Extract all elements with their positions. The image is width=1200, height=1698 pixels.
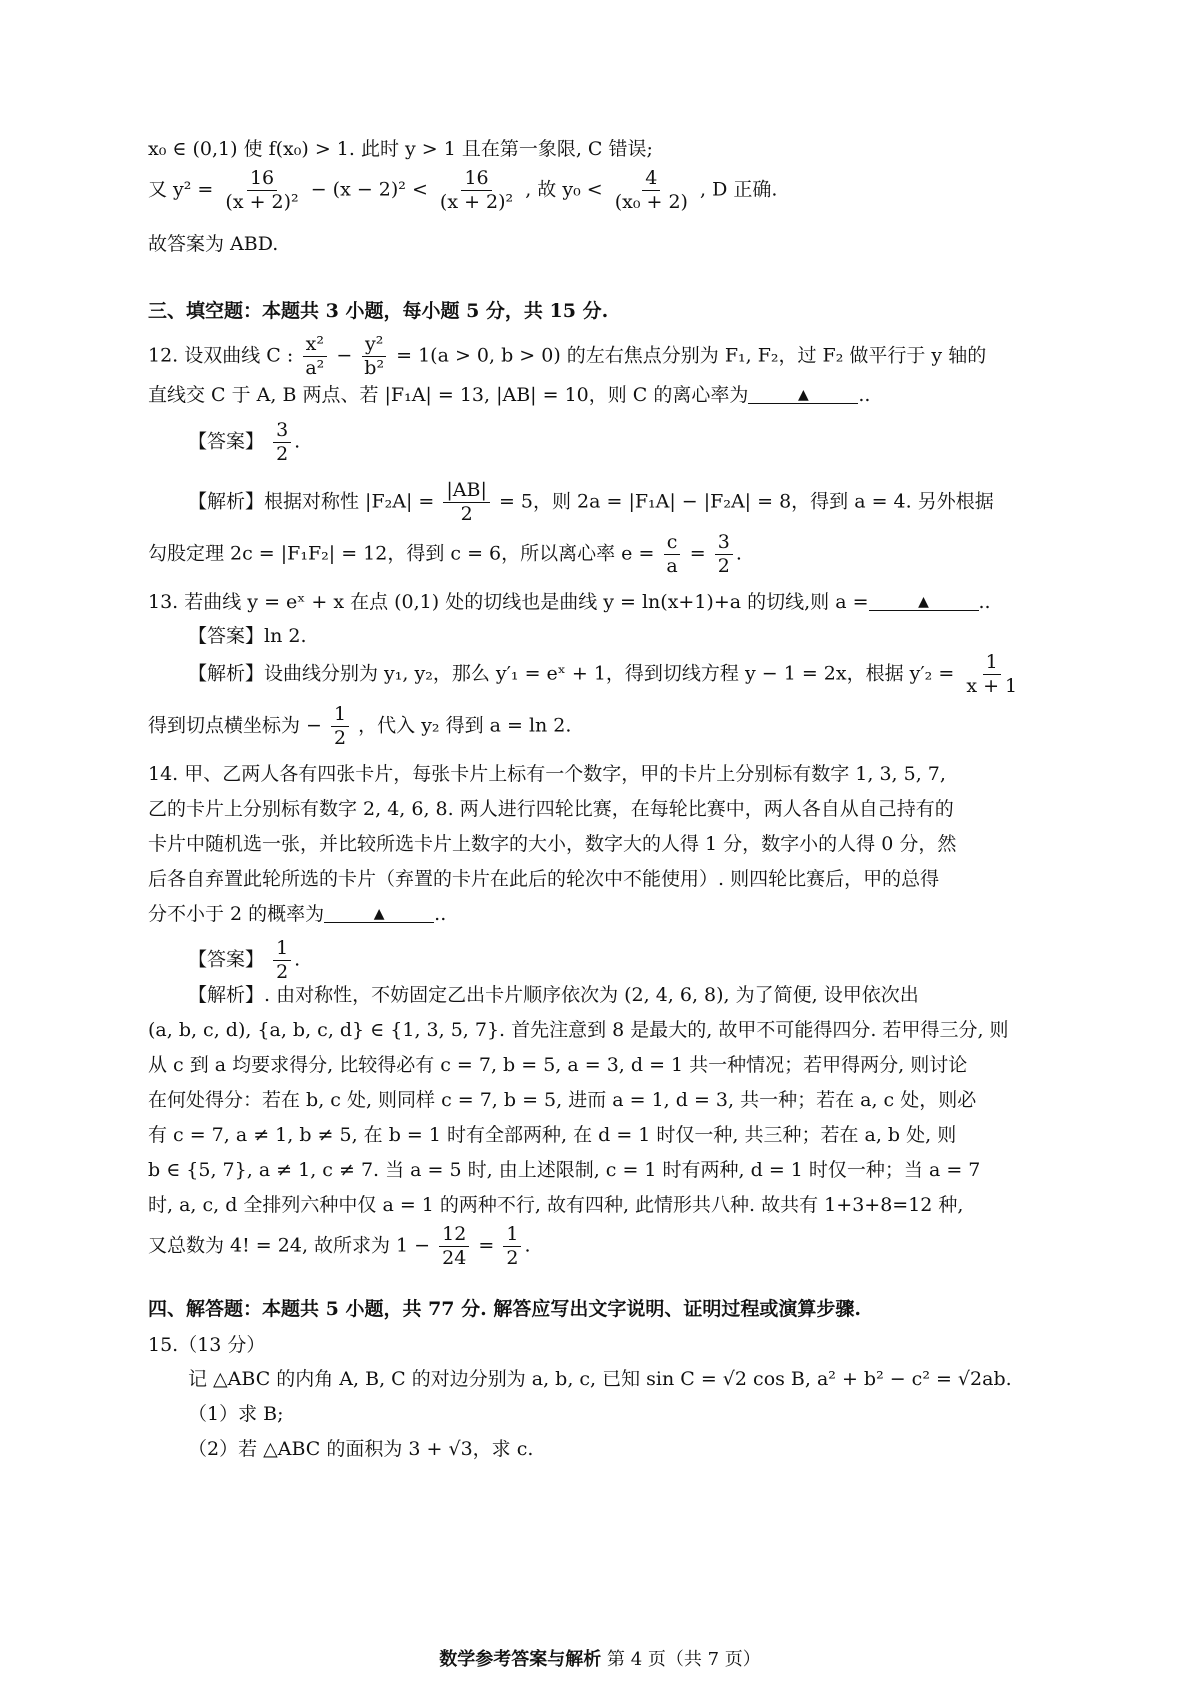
fraction: $\frac{4}{\text{(x₀ + 2)}}$ — [614, 167, 688, 213]
footer-page: 第 4 页（共 7 页） — [606, 1649, 761, 1670]
q13-answer: 【答案】ln 2. — [188, 625, 307, 647]
fraction: $\frac{|AB|}{2}$ — [443, 480, 490, 525]
triangle-icon: ▲ — [918, 594, 929, 610]
q14-analysis-1: 【解析】. 由对称性，不妨固定乙出卡片顺序依次为 (2, 4, 6, 8), 为了简便, 设甲依次出 — [188, 984, 919, 1006]
fraction: $\frac{16}{\text{(x + 2)²}}$ — [225, 167, 299, 213]
prev-line-1: x₀ ∈ (0,1) 使 f(x₀) > 1. 此时 y > 1 且在第一象限, C 错误; — [148, 138, 653, 160]
fraction: $\frac{3}{2}$ — [273, 420, 291, 465]
triangle-icon: ▲ — [797, 387, 809, 403]
fraction: $\frac{3}{2}$ — [715, 532, 733, 577]
q12-line-1: 12. 设双曲线 C : $\frac{\text{x²}}{\text{a²}}$ − $\frac{\text{y²}}{\text{b²}}$ = 1(a > 0, b > 0) 的左右焦点分别为 F₁, F₂，过 F₂ 做平行于 y 轴的 — [148, 333, 987, 379]
fraction: $\frac{\text{x²}}{\text{a²}}$ — [302, 334, 327, 379]
q13-analysis-2: 得到切点横坐标为 − $\frac{1}{2}$ ，代入 y₂ 得到 a = ln 2. — [148, 703, 572, 749]
q14-line-2: 乙的卡片上分别标有数字 2, 4, 6, 8. 两人进行四轮比赛，在每轮比赛中，两人各自从自己持有的 — [148, 798, 954, 820]
q12-analysis-2: 勾股定理 2c = |F₁F₂| = 12，得到 c = 6，所以离心率 e = $\frac{c}{a}$ = $\frac{3}{2}$ . — [148, 531, 742, 577]
fraction: $\frac{1}{x + 1}$ — [966, 651, 1018, 697]
q14-line-1: 14. 甲、乙两人各有四张卡片，每张卡片上标有一个数字，甲的卡片上分别标有数字 1, 3, 5, 7, — [148, 763, 946, 785]
fraction: $\frac{1}{2}$ — [331, 704, 349, 749]
q15-line-3: （2）若 △ABC 的面积为 3 + √3，求 c. — [188, 1438, 534, 1460]
answer-blank — [324, 903, 434, 923]
q15-head: 15.（13 分） — [148, 1334, 266, 1356]
q13-analysis-1: 【解析】设曲线分别为 y₁, y₂，那么 y′₁ = eˣ + 1，得到切线方程 y − 1 = 2x，根据 y′₂ = $\frac{1}{x + 1}$ — [188, 652, 1023, 697]
answer-blank — [869, 591, 979, 611]
footer-title: 数学参考答案与解析 — [439, 1649, 602, 1670]
q14-analysis-3: 从 c 到 a 均要求得分, 比较得必有 c = 7, b = 5, a = 3, d = 1 共一种情况；若甲得两分, 则讨论 — [148, 1054, 968, 1076]
q14-analysis-2: (a, b, c, d), {a, b, c, d} ∈ {1, 3, 5, 7}. 首先注意到 8 是最大的, 故甲不可能得四分. 若甲得三分, 则 — [148, 1019, 1009, 1041]
q14-analysis-8: 又总数为 4! = 24, 故所求为 1 − $\frac{12}{24}$ = $\frac{1}{2}$ . — [148, 1223, 531, 1269]
fraction: $\frac{1}{2}$ — [503, 1224, 521, 1269]
fraction: $\frac{c}{a}$ — [663, 532, 680, 577]
q14-line-4: 后各自弃置此轮所选的卡片（弃置的卡片在此后的轮次中不能使用）. 则四轮比赛后，甲的总得 — [148, 868, 940, 890]
q12-line-2: 直线交 C 于 A, B 两点、若 |F₁A| = 13, |AB| = 10，则 C 的离心率为 ▲ .. — [148, 384, 871, 406]
q13-line-1: 13. 若曲线 y = eˣ + x 在点 (0,1) 处的切线也是曲线 y = ln(x+1)+a 的切线,则 a = ▲ .. — [148, 591, 991, 613]
section-4-title: 四、解答题：本题共 5 小题，共 77 分. 解答应写出文字说明、证明过程或演算步骤. — [148, 1298, 861, 1320]
prev-line-3: 故答案为 ABD. — [148, 233, 279, 255]
fraction: $\frac{12}{24}$ — [439, 1224, 469, 1269]
q15-line-1: 记 △ABC 的内角 A, B, C 的对边分别为 a, b, c, 已知 sin C = √2 cos B, a² + b² − c² = √2ab. — [188, 1368, 1012, 1390]
q14-analysis-7: 时, a, c, d 全排列六种中仅 a = 1 的两种不行, 故有四种, 此情形共八种. 故共有 1+3+8=12 种, — [148, 1194, 964, 1216]
fraction: $\frac{16}{\text{(x + 2)²}}$ — [439, 167, 514, 213]
q14-analysis-4: 在何处得分：若在 b, c 处, 则同样 c = 7, b = 5, 进而 a = 1, d = 3, 共一种；若在 a, c 处，则必 — [148, 1089, 977, 1111]
q14-answer: 【答案】 $\frac{1}{2}$ . — [188, 937, 301, 983]
q14-line-5: 分不小于 2 的概率为 ▲ .. — [148, 903, 447, 925]
q14-analysis-6: b ∈ {5, 7}, a ≠ 1, c ≠ 7. 当 a = 5 时, 由上述限制, c = 1 时有两种, d = 1 时仅一种；当 a = 7 — [148, 1159, 981, 1181]
prev-line-2: 又 y² = $\frac{16}{\text{(x + 2)²}}$ − (x − 2)² < $\frac{16}{\text{(x + 2)²}}$ , 故 y₀ < $\frac{4}{\text{(x₀ + 2)}}$ , D 正确. — [148, 167, 778, 213]
q15-line-2: （1）求 B; — [188, 1403, 284, 1425]
q14-line-3: 卡片中随机选一张，并比较所选卡片上数字的大小，数字大的人得 1 分，数字小的人得 0 分，然 — [148, 833, 957, 855]
q14-analysis-5: 有 c = 7, a ≠ 1, b ≠ 5, 在 b = 1 时有全部两种, 在 d = 1 时仅一种, 共三种；若在 a, b 处, 则 — [148, 1124, 957, 1146]
section-3-title: 三、填空题：本题共 3 小题，每小题 5 分，共 15 分. — [148, 300, 609, 322]
fraction: $\frac{\text{y²}}{\text{b²}}$ — [361, 334, 387, 379]
fraction: $\frac{1}{2}$ — [273, 938, 291, 983]
q12-answer: 【答案】 $\frac{3}{2}$ . — [188, 419, 301, 465]
triangle-icon: ▲ — [373, 906, 385, 922]
page-footer — [0, 1645, 1200, 1671]
answer-blank — [748, 384, 858, 404]
q12-analysis-1: 【解析】根据对称性 |F₂A| = $\frac{|AB|}{2}$ = 5，则 2a = |F₁A| − |F₂A| = 8，得到 a = 4. 另外根据 — [188, 479, 994, 525]
